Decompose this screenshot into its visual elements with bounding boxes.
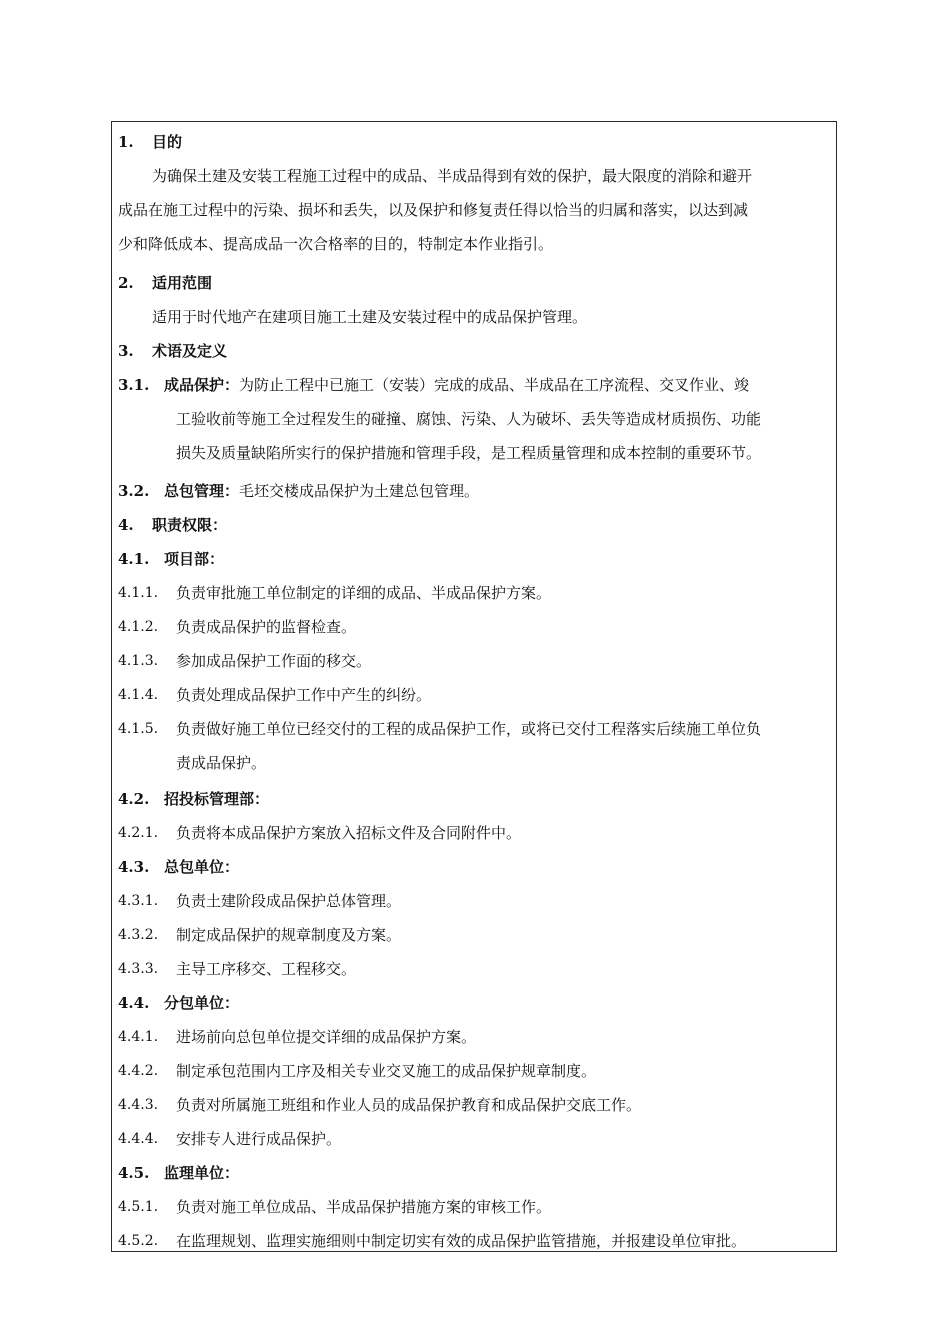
item-number: 4.4.4.: [118, 1131, 159, 1147]
section-number: 4.: [118, 516, 134, 534]
subsection-title: 分包单位：: [164, 994, 240, 1012]
subsection-number: 4.4.: [118, 994, 150, 1012]
list-item: [112, 884, 836, 918]
item-number: 4.5.2.: [118, 1233, 159, 1249]
item-number: 4.3.2.: [118, 927, 159, 943]
list-item: [112, 1190, 836, 1224]
item-text: 负责成品保护的监督检查。: [176, 618, 357, 636]
section-heading: [112, 266, 836, 300]
paragraph-text: 成品在施工过程中的污染、损坏和丢失，以及保护和修复责任得以恰当的归属和落实，以达到减: [118, 201, 749, 219]
paragraph-line: [112, 300, 836, 334]
definition-number: 3.2.: [118, 482, 150, 500]
item-number: 4.3.3.: [118, 961, 159, 977]
item-text: 主导工序移交、工程移交。: [176, 960, 357, 978]
item-text: 负责处理成品保护工作中产生的纠纷。: [176, 686, 432, 704]
item-text: 负责做好施工单位已经交付的工程的成品保护工作，或将已交付工程落实后续施工单位负: [176, 720, 762, 738]
item-number: 4.1.5.: [118, 721, 159, 737]
subsection-heading: [112, 782, 836, 816]
item-number: 4.4.1.: [118, 1029, 159, 1045]
item-text: 参加成品保护工作面的移交。: [176, 652, 372, 670]
item-number: 4.2.1.: [118, 825, 159, 841]
item-text: 在监理规划、监理实施细则中制定切实有效的成品保护监管措施，并报建设单位审批。: [176, 1232, 747, 1250]
list-item: [112, 1122, 836, 1156]
subsection-number: 4.2.: [118, 790, 150, 808]
item-text: 负责审批施工单位制定的详细的成品、半成品保护方案。: [176, 584, 552, 602]
subsection-heading: [112, 542, 836, 576]
subsection-title: 招投标管理部：: [164, 790, 270, 808]
list-item: [112, 1088, 836, 1122]
item-text: 安排专人进行成品保护。: [176, 1130, 342, 1148]
item-number: 4.4.2.: [118, 1063, 159, 1079]
section-title: 职责权限：: [152, 516, 228, 534]
section-heading: [112, 334, 836, 368]
document-frame: [111, 121, 837, 1252]
paragraph-line: [112, 193, 836, 227]
definition-number: 3.1.: [118, 376, 150, 394]
item-number: 4.1.3.: [118, 653, 159, 669]
subsection-number: 4.1.: [118, 550, 150, 568]
subsection-title: 总包单位：: [164, 858, 240, 876]
list-item: [112, 918, 836, 952]
list-item: [112, 952, 836, 986]
definition-continuation: [112, 436, 836, 470]
definition-text: 损失及质量缺陷所实行的保护措施和管理手段，是工程质量管理和成本控制的重要环节。: [176, 444, 762, 462]
section-heading: [112, 508, 836, 542]
definition-item: [112, 368, 836, 402]
paragraph-text: 少和降低成本、提高成品一次合格率的目的，特制定本作业指引。: [118, 235, 554, 253]
definition-text: 毛坯交楼成品保护为土建总包管理。: [239, 482, 480, 500]
paragraph-line: [112, 227, 836, 261]
definition-text: 为防止工程中已施工（安装）完成的成品、半成品在工序流程、交叉作业、竣: [239, 376, 750, 394]
list-item: [112, 610, 836, 644]
paragraph-text: 适用于时代地产在建项目施工土建及安装过程中的成品保护管理。: [152, 308, 588, 326]
definition-text: 工验收前等施工全过程发生的碰撞、腐蚀、污染、人为破坏、丢失等造成材质损伤、功能: [176, 410, 762, 428]
definition-term: 成品保护：: [164, 376, 240, 394]
section-title: 适用范围: [152, 274, 213, 292]
item-text: 责成品保护。: [176, 754, 267, 772]
section-number: 1.: [118, 133, 134, 151]
item-text: 负责土建阶段成品保护总体管理。: [176, 892, 402, 910]
subsection-title: 监理单位：: [164, 1164, 240, 1182]
item-number: 4.4.3.: [118, 1097, 159, 1113]
item-text: 制定承包范围内工序及相关专业交叉施工的成品保护规章制度。: [176, 1062, 597, 1080]
section-title: 术语及定义: [152, 342, 228, 360]
item-number: 4.1.2.: [118, 619, 159, 635]
item-number: 4.3.1.: [118, 893, 159, 909]
section-number: 2.: [118, 274, 134, 292]
list-item-continuation: [112, 746, 836, 780]
list-item: [112, 576, 836, 610]
section-title: 目的: [152, 133, 183, 151]
list-item: [112, 1054, 836, 1088]
definition-term: 总包管理：: [164, 482, 240, 500]
section-number: 3.: [118, 342, 134, 360]
list-item: [112, 1020, 836, 1054]
item-text: 负责对施工单位成品、半成品保护措施方案的审核工作。: [176, 1198, 552, 1216]
item-number: 4.1.1.: [118, 585, 159, 601]
list-item: [112, 644, 836, 678]
item-number: 4.1.4.: [118, 687, 159, 703]
definition-item: [112, 474, 836, 508]
item-text: 负责对所属施工班组和作业人员的成品保护教育和成品保护交底工作。: [176, 1096, 642, 1114]
subsection-heading: [112, 986, 836, 1020]
paragraph-text: 为确保土建及安装工程施工过程中的成品、半成品得到有效的保护，最大限度的消除和避开: [152, 167, 753, 185]
item-text: 负责将本成品保护方案放入招标文件及合同附件中。: [176, 824, 522, 842]
item-text: 进场前向总包单位提交详细的成品保护方案。: [176, 1028, 477, 1046]
list-item: [112, 816, 836, 850]
list-item: [112, 678, 836, 712]
item-number: 4.5.1.: [118, 1199, 159, 1215]
list-item: [112, 1224, 836, 1258]
section-heading: [112, 125, 836, 159]
subsection-heading: [112, 1156, 836, 1190]
paragraph-line: [112, 159, 836, 193]
subsection-heading: [112, 850, 836, 884]
subsection-number: 4.5.: [118, 1164, 150, 1182]
list-item: [112, 712, 836, 746]
item-text: 制定成品保护的规章制度及方案。: [176, 926, 402, 944]
definition-continuation: [112, 402, 836, 436]
subsection-number: 4.3.: [118, 858, 150, 876]
subsection-title: 项目部：: [164, 550, 225, 568]
